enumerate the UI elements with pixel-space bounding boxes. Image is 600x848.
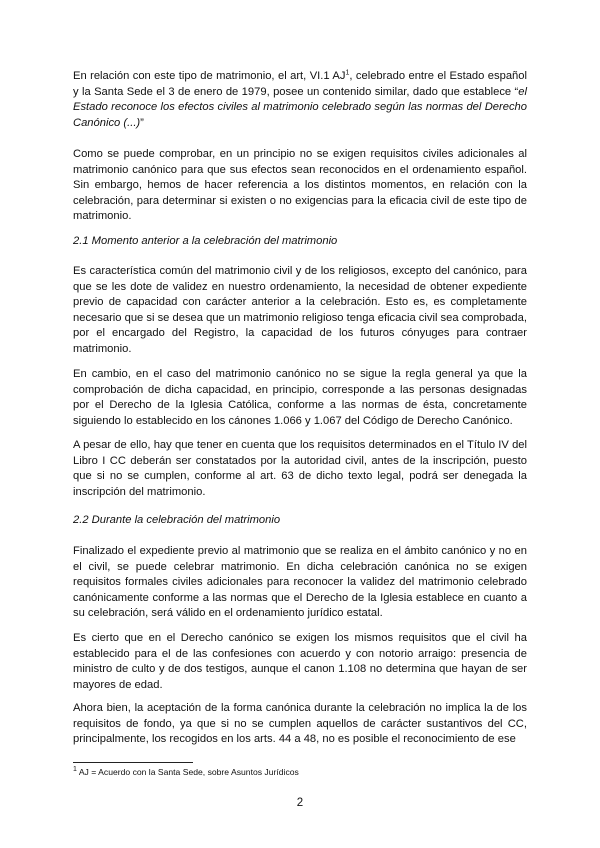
section-heading-2-1: 2.1 Momento anterior a la celebración del matrimonio bbox=[73, 235, 338, 247]
footnote-text: AJ = Acuerdo con la Santa Sede, sobre Asuntos Jurídicos bbox=[76, 767, 299, 777]
paragraph-1-text-a: En relación con este tipo de matrimonio, el art, VI.1 AJ bbox=[73, 70, 346, 82]
paragraph-6: Finalizado el expediente previo al matrimonio que se realiza en el ámbito canónico y no en el civil, se puede celebrar matrimonio. En dicha celebración canónica no se exigen requisitos formales civiles adicionales para reconocer la validez del matrimonio celebrado canónicamente conforme a las normas que el Derecho de la Iglesia establece en cuanto a su celebración, será válido en el ordenamiento jurídico estatal. bbox=[73, 545, 527, 620]
paragraph-1-quote: el Estado reconoce los efectos civiles al matrimonio celebrado según las normas del Derecho Canónico (...) bbox=[73, 85, 527, 129]
paragraph-8: Ahora bien, la aceptación de la forma canónica durante la celebración no implica la de los requisitos de fondo, ya que si no se cumplen aquellos de carácter sustantivos del CC, principalmente, los recogidos en los arts. 44 a 48, no es posible el reconocimiento de ese bbox=[73, 702, 527, 746]
paragraph-7: Es cierto que en el Derecho canónico se exigen los mismos requisitos que el civil ha establecido para el de las confesiones con acuerdo y con notorio arraigo: presencia de ministro de culto y de dos testigos, aunque el canon 1.108 no determina que hayan de ser mayores de edad. bbox=[73, 632, 527, 691]
paragraph-1-text-c: ” bbox=[140, 116, 144, 129]
footnote bbox=[73, 767, 299, 778]
paragraph-5: A pesar de ello, hay que tener en cuenta que los requisitos determinados en el Título IV del Libro I CC deberán ser constatados por la autoridad civil, antes de la inscripción, puesto que si no se cumplen, conforme al art. 63 de dicho texto legal, podrá ser denegada la inscripción del matrimonio. bbox=[73, 439, 527, 498]
paragraph-4: En cambio, en el caso del matrimonio canónico no se sigue la regla general ya que la comprobación de dicha capacidad, en principio, corresponde a las personas designadas por el Derecho de la Iglesia Católica, conforme a las normas de ésta, concretamente siguiendo lo establecido en los cánones 1.066 y 1.067 del Código de Derecho Canónico. bbox=[73, 368, 527, 427]
footnote-reference-1: 1 bbox=[345, 69, 350, 77]
paragraph-1-text-b: , celebrado entre el Estado español y la Santa Sede el 3 de enero de 1979, posee un contenido similar, dado que establece “ bbox=[73, 70, 527, 98]
footnote-divider bbox=[73, 762, 193, 763]
footnote-marker: 1 bbox=[73, 766, 77, 774]
paragraph-1 bbox=[73, 69, 527, 131]
page-number: 2 bbox=[296, 797, 304, 809]
paragraph-3: Es característica común del matrimonio civil y de los religiosos, excepto del canónico, para que se les dote de validez en nuestro ordenamiento, la necesidad de obtener expediente previo de capacidad con carácter anterior a la celebración. Esto es, es completamente necesario que si se desea que un matrimonio religioso tenga eficacia civil sea comprobada, por el encargado del Registro, la capacidad de los futuros cónyuges para contraer matrimonio. bbox=[73, 265, 527, 355]
section-heading-2-2: 2.2 Durante la celebración del matrimonio bbox=[73, 514, 281, 526]
paragraph-2: Como se puede comprobar, en un principio no se exigen requisitos civiles adicionales al matrimonio canónico para que sus efectos sean reconocidos en el ordenamiento español. Sin embargo, hemos de hacer referencia a los distintos momentos, en relación con la celebración, para determinar si existen o no exigencias para la eficacia civil de este tipo de matrimonio. bbox=[73, 148, 527, 223]
